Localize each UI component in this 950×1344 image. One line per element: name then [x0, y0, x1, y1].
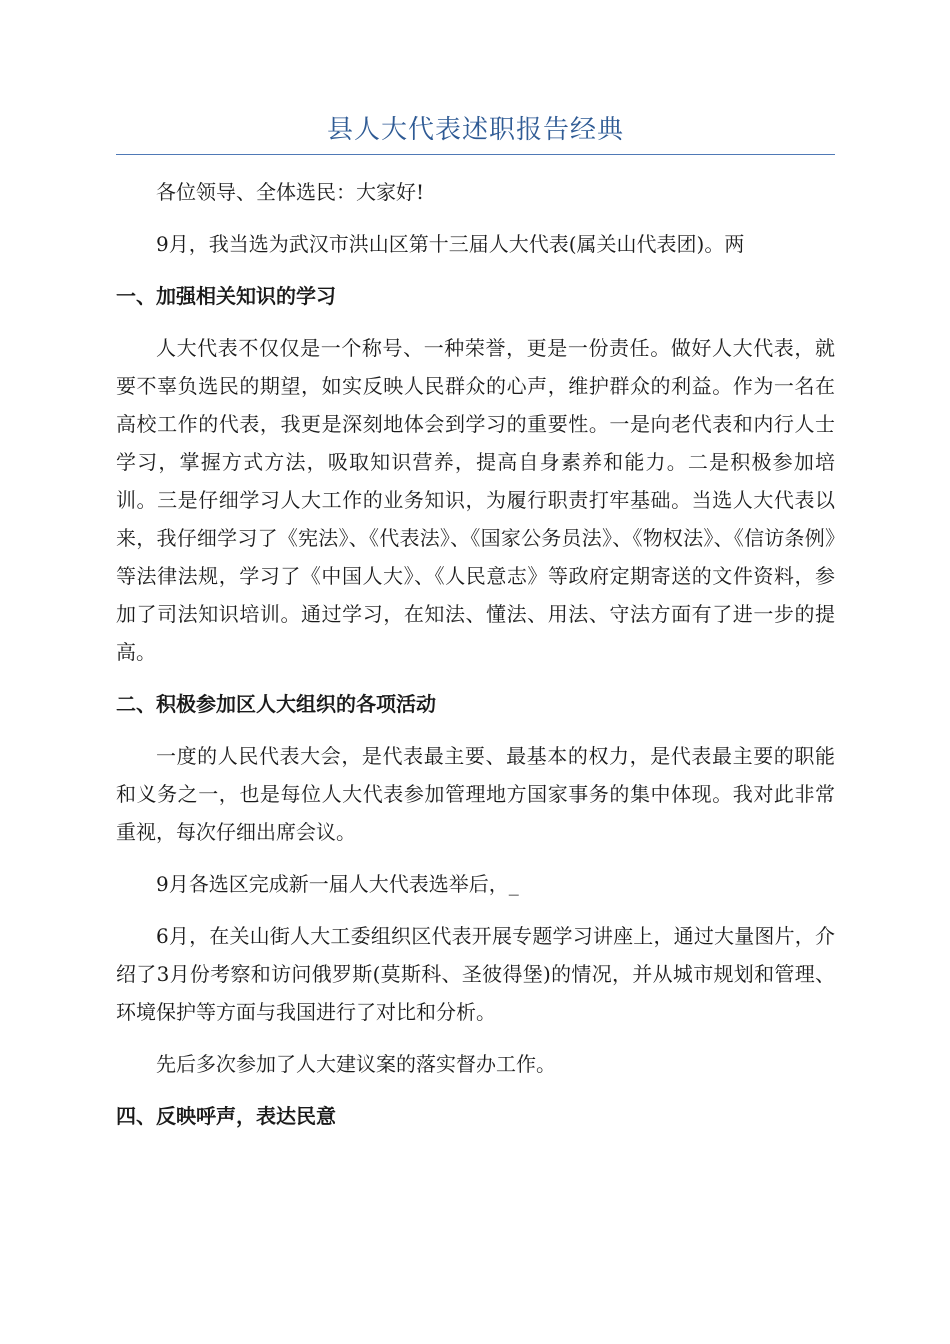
section-heading-4: 四、反映呼声，表达民意	[116, 1104, 336, 1128]
greeting-paragraph: 各位领导、全体选民：大家好!	[156, 180, 425, 204]
section-1-paragraph: 人大代表不仅仅是一个称号、一种荣誉，更是一份责任。做好人大代表，就要不辜负选民的期望，如实反映人民群众的心声，维护群众的利益。作为一名在高校工作的代表，我更是深刻地体会到学习的重要性。一是向老代表和内行人士学习，掌握方式方法，吸取知识营养，提高自身素养和能力。二是积极参加培训。三是仔细学习人大工作的业务知识，为履行职责打牢基础。当选人大代表以来，我仔细学习了《宪法》、《代表法》、《国家公务员法》、《物权法》、《信访条例》等法律法规，学习了《中国人大》、《人民意志》等政府定期寄送的文件资料，参加了司法知识培训。通过学习，在知法、懂法、用法、守法方面有了进一步的提高。	[116, 336, 835, 664]
section-2-paragraph-3: 6月，在关山街人大工委组织区代表开展专题学习讲座上，通过大量图片，介绍了3月份考察和访问俄罗斯(莫斯科、圣彼得堡)的情况，并从城市规划和管理、环境保护等方面与我国进行了对比和分析。	[116, 924, 835, 1024]
section-heading-1: 一、加强相关知识的学习	[116, 284, 336, 308]
document-title: 县人大代表述职报告经典	[116, 110, 835, 155]
intro-paragraph: 9月，我当选为武汉市洪山区第十三届人大代表(属关山代表团)。两	[156, 232, 745, 256]
section-2-paragraph-2: 9月各选区完成新一届人大代表选举后，_	[156, 872, 519, 896]
document-page	[116, 110, 835, 1149]
section-heading-2: 二、积极参加区人大组织的各项活动	[116, 692, 436, 716]
section-2-paragraph-4: 先后多次参加了人大建议案的落实督办工作。	[156, 1052, 556, 1076]
section-2-paragraph-1: 一度的人民代表大会，是代表最主要、最基本的权力，是代表最主要的职能和义务之一，也是每位人大代表参加管理地方国家事务的集中体现。我对此非常重视，每次仔细出席会议。	[116, 744, 835, 844]
